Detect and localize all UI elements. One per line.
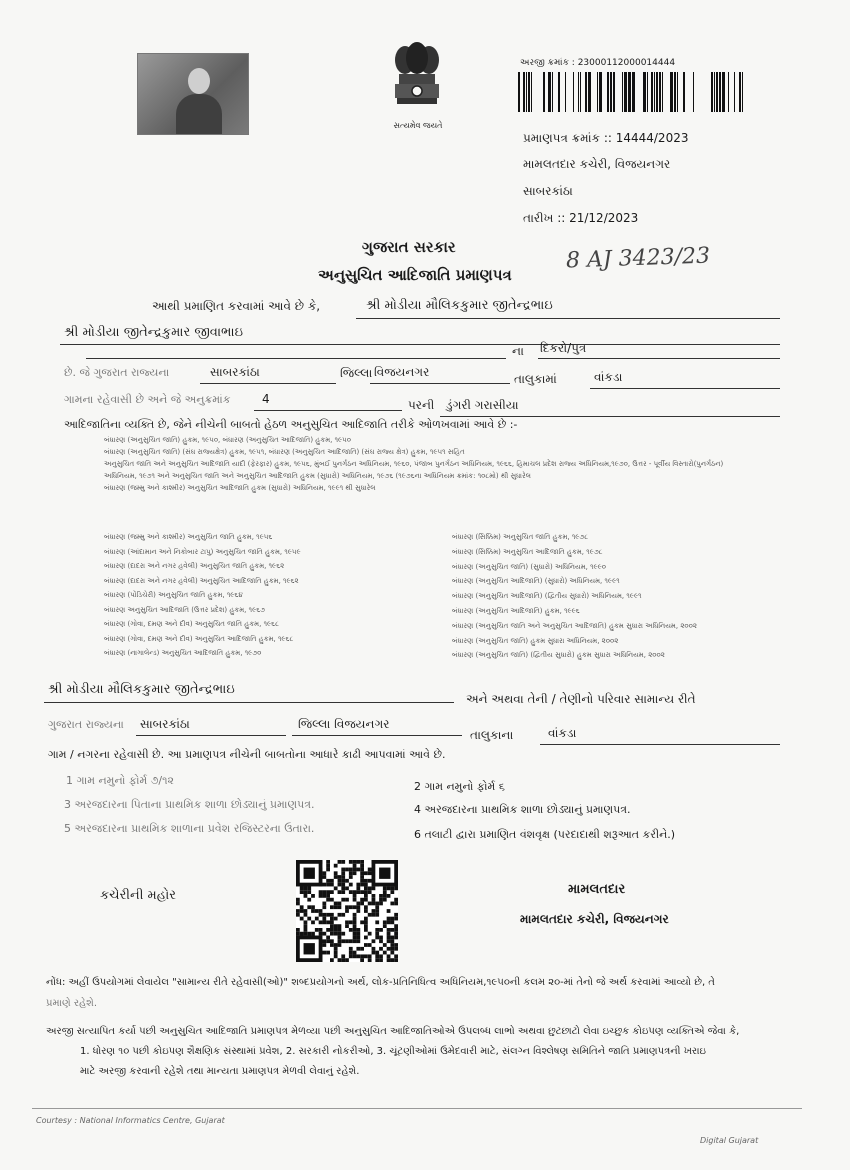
emblem-caption: સત્યમેવ જયતે	[393, 121, 443, 130]
tribe-name: ડુંગરી ગરાસીયા	[446, 398, 519, 412]
serial-number: 4	[262, 392, 270, 406]
tribe-text: આદિજાતિના વ્યક્તિ છે, જેને નીચેની બાબતો હેઠળ અનુસુચિત આદિજાતિ તરીકે ઓળખવામાં આવે છે :-	[64, 418, 518, 431]
order-item: બંધારણ (દાદરા અને નગર હવેલી) અનુસુચિત જાતિ હુકમ, ૧૯૬૨	[104, 562, 285, 570]
certificate-date: તારીખ :: 21/12/2023	[523, 211, 639, 225]
order-item: બંધારણ (સિક્કિમ) અનુસુચિત જાતિ હુકમ, ૧૯૭૮	[452, 533, 589, 541]
government-title: ગુજરાત સરકાર	[362, 238, 456, 256]
applicant-photo	[137, 53, 249, 135]
certificate-number: પ્રમાણપત્ર ક્રમાંક :: 14444/2023	[523, 131, 689, 145]
note-1b: પ્રમાણે રહેશે.	[46, 998, 98, 1009]
relation: દિકરો/પુત્ર	[540, 341, 587, 355]
certificate-title: અનુસુચિત આદિજાતિ પ્રમાણપત્ર	[318, 266, 512, 284]
family-text: અને અથવા તેની / તેણીનો પરિવાર સામાન્ય રીતે	[466, 692, 696, 706]
certify-text: આથી પ્રમાણિત કરવામાં આવે છે કે,	[152, 299, 321, 313]
document-item: 6 તલાટી દ્વારા પ્રમાણિત વંશવૃક્ષ (પરદાદાથી શરૂઆત કરીને.)	[414, 828, 676, 841]
officer-title: મામલતદાર	[568, 882, 626, 897]
orders-top	[104, 434, 723, 494]
basis-text: ગામ / નગરના રહેવાસી છે. આ પ્રમાણપત્ર નીચેની બાબતોના આધારે કાઢી આપવામાં આવે છે.	[48, 748, 446, 761]
document-item: 2 ગામ નમુનો ફોર્મ ૬	[414, 780, 505, 793]
note-3: 1. ધોરણ ૧૦ પછી કોઇપણ શૈક્ષણિક સંસ્થામાં પ્રવેશ, 2. સરકારી નોકરીઓ, 3. ચૂંટણીઓમાં ઉમેદવારી માટે, સંલગ્ન વિશ્લેષણ સમિતિને જાતિ પ્રમાણપત્રની ખરાઇ	[80, 1046, 706, 1057]
order-item: બંધારણ (અનુસુચિત આદિજાતિ) (સુધારો) અધિનિયમ, ૧૯૯૧	[452, 577, 620, 586]
district-value: સાબરકાંઠા	[210, 365, 260, 379]
document-item: 1 ગામ નમુનો ફોર્મ ૭/૧૨	[66, 774, 174, 787]
resident-label: ગામના રહેવાસી છે અને જે અનુક્રમાંક	[64, 393, 231, 406]
order-item: બંધારણ (નાગાલેન્ડ) અનુસુચિત આદિજાતિ હુકમ, ૧૯૭૦	[104, 649, 262, 657]
issuing-office: મામલતદાર કચેરી, વિજયનગર	[523, 157, 671, 171]
order-item: બંધારણ (ગોવા, દમણ અને દીવ) અનુસુચિત આદિજાતિ હુકમ, ૧૯૬૮	[104, 634, 294, 643]
officer-office: મામલતદાર કચેરી, વિજયનગર	[520, 912, 669, 926]
order-item: બંધારણ (અનુસુચિત જાતિ) હુકમ, ૧૯૫૦, બંધારણ (અનુસુચિત આદિજાતિ) હુકમ, ૧૯૫૦	[104, 436, 351, 444]
document-item: 3 અરજદારના પિતાના પ્રાથમિક શાળા છોડ્યાનું પ્રમાણપત્ર.	[64, 798, 315, 811]
national-emblem-icon	[385, 38, 449, 118]
residence-district: સાબરકાંઠા	[140, 717, 190, 731]
order-item: બંધારણ (અનુસુચિત આદિજાતિ) હુકમ, ૧૯૯૬	[452, 606, 580, 615]
order-item: બંધારણ (અનુસુચિત જાતિ) (સંઘ રાજ્યક્ષેત્ર) હુકમ, ૧૯૫૧, બંધારણ (અનુસુચિત આદિજાતિ) (સંઘ રાજ્ય ક્ષેત્ર) હુકમ, ૧૯૫૧ સહિત	[104, 448, 465, 456]
footer-digital-gujarat: Digital Gujarat	[700, 1136, 759, 1145]
order-item: બંધારણ (પોંડિચેરી) અનુસુચિત જાતિ હુકમ, ૧૯૬૪	[104, 591, 243, 599]
issuing-district: સાબરકાંઠા	[523, 184, 573, 198]
order-item: બંધારણ (ગોવા, દમણ અને દીવ) અનુસુચિત જાતિ હુકમ, ૧૯૬૮	[104, 620, 279, 628]
state-label: છે. જે ગુજરાત રાજ્યના	[64, 366, 170, 379]
office-seal-label: કચેરીની મહોર	[100, 888, 176, 903]
orders-left	[104, 530, 301, 661]
document-item: 4 અરજદારના પ્રાથમિક શાળા છોડ્યાનું પ્રમાણપત્ર.	[414, 803, 631, 816]
note-4: માટે અરજી કરવાની રહેશે તથા માન્યતા પ્રમાણપત્ર મેળવી લેવાનું રહેશે.	[80, 1066, 360, 1077]
residence-holder-name: શ્રી મોડીયા મૌલિકકુમાર જીતેન્દ્રભાઇ	[48, 682, 235, 697]
order-item: અધિનિયમ, ૧૯૭૧ અને અનુસુચિત જાતિ અને અનુસુચિત આદિજાતિ હુકમ (સુધારો) અધિનિયમ, ૧૯૭૬ (૧૯૭૬ના અધિનિયમ ક્રમાંક: ૧૦૮મો) થી સુધારેલ	[104, 472, 531, 480]
order-item: બંધારણ (અનુસુચિત આદિજાતિ) (દ્વિતીય સુધારો) અધિનિયમ, ૧૯૯૧	[452, 592, 642, 601]
order-item: બંધારણ (અનુસુચિત જાતિ) (દ્વિતીય સુધારો) હુકમ સુધારા અધિનિયમ, ૨૦૦૨	[452, 651, 665, 660]
orders-right	[452, 530, 697, 663]
application-number: અરજી ક્રમાંક : 23000112000014444	[520, 58, 676, 68]
order-item: બંધારણ અનુસુચિત આદિજાતિ (ઉત્તર પ્રદેશ) હુકમ, ૧૯૬૭	[104, 605, 265, 614]
district-label: જિલ્લા	[340, 366, 373, 380]
order-item: બંધારણ (અનુસુચિત જાતિ અને અનુસુચિત આદિજાતિ) હુકમ સુધારા અધિનિયમ, ૨૦૦૨	[452, 621, 697, 630]
footer-courtesy: Courtesy : National Informatics Centre, Gujarat	[36, 1116, 225, 1125]
order-item: બંધારણ (દાદરા અને નગર હવેલી) અનુસુચિત આદિજાતિ હુકમ, ૧૯૬૨	[104, 576, 299, 585]
holder-name: શ્રી મોડીયા મૌલિકકુમાર જીતેન્દ્રભાઇ	[366, 298, 553, 313]
order-item: બંધારણ (અનુસુચિત જાતિ) (સુધારો) અધિનિયમ, ૧૯૯૦	[452, 562, 607, 571]
residence-taluka: જિલ્લા વિજયનગર	[298, 717, 390, 731]
qr-code-icon	[293, 860, 401, 962]
of-label: પરની	[408, 398, 435, 412]
order-item: બંધારણ (જમ્મુ અને કાશ્મીર) અનુસુચિત જાતિ હુકમ, ૧૯૫૬	[104, 533, 273, 541]
handwritten-note: 8 AJ 3423/23	[565, 243, 711, 274]
order-item: બંધારણ (સિક્કિમ) અનુસુચિત આદિજાતિ હુકમ, ૧૯૭૮	[452, 547, 603, 556]
order-item: બંધારણ (જમ્મુ અને કાશ્મીર) અનુસુચિત આદિજાતિ હુકમ (સુધારો) અધિનિયમ, ૧૯૯૧ થી સુધારેલ	[104, 484, 376, 492]
residence-state-label: ગુજરાત રાજ્યના	[48, 718, 124, 731]
note-2: અરજી સત્યાપિત કર્યા પછી અનુસુચિત આદિજાતિ પ્રમાણપત્ર મેળવ્યા પછી અનુસુચિત આદિજાતિઓએ ઉપલબ્ધ લાભો અથવા છુટછાટો લેવા ઇચ્છુક કોઇપણ વ્યક્તિએ જેવા કે,	[46, 1026, 740, 1037]
residence-taluka-label: તાલુકાના	[470, 728, 514, 742]
note-1: નોંધ: અહીં ઉપયોગમાં લેવાયેલ "સામાન્ય રીતે રહેવાસી(ઓ)" શબ્દપ્રયોગનો અર્થ, લોક-પ્રતિનિધિત્વ અધિનિયમ,૧૯૫૦ની કલમ ૨૦-માં તેનો જે અર્થ કરવામાં આવ્યો છે, તે	[46, 977, 715, 988]
village-value: વાંકડા	[594, 370, 623, 384]
barcode-icon	[518, 72, 743, 112]
parent-name: શ્રી મોડીયા જીતેન્દ્રકુમાર જીવાભાઇ	[64, 325, 243, 340]
order-item: અનુસુચિત જાતિ અને અનુસુચિત આદિજાતિ યાદી (ફેરફાર) હુકમ, ૧૯૫૬, મુંબઈ પુનર્ગઠન અધિનિયમ, ૧૯૬૦, પંજાબ પુનર્ગઠન અધિનિયમ, ૧૯૬૬, હિમાચલ પ્રદેશ રાજ્ય અધિનિયમ,૧૯૭૦, ઉત્તર - પૂર્વીય વિસ્તારો(પુનર્ગઠન)	[104, 460, 724, 468]
document-item: 5 અરજદારના પ્રાથમિક શાળાના પ્રવેશ રજિસ્ટરના ઉતારા.	[64, 822, 315, 835]
residence-village: વાંકડા	[548, 726, 577, 740]
na-text: ના	[512, 344, 524, 358]
order-item: બંધારણ (અનુસુચિત જાતિ) હુકમ સુધારા અધિનિયમ, ૨૦૦૨	[452, 636, 619, 645]
taluka-value: વિજયનગર	[374, 365, 430, 379]
order-item: બંધારણ (આંદામાન અને નિકોબાર ટાપુ) અનુસુચિત જાતિ હુકમ, ૧૯૫૯	[104, 547, 301, 556]
taluka-label: તાલુકામાં	[514, 372, 557, 386]
